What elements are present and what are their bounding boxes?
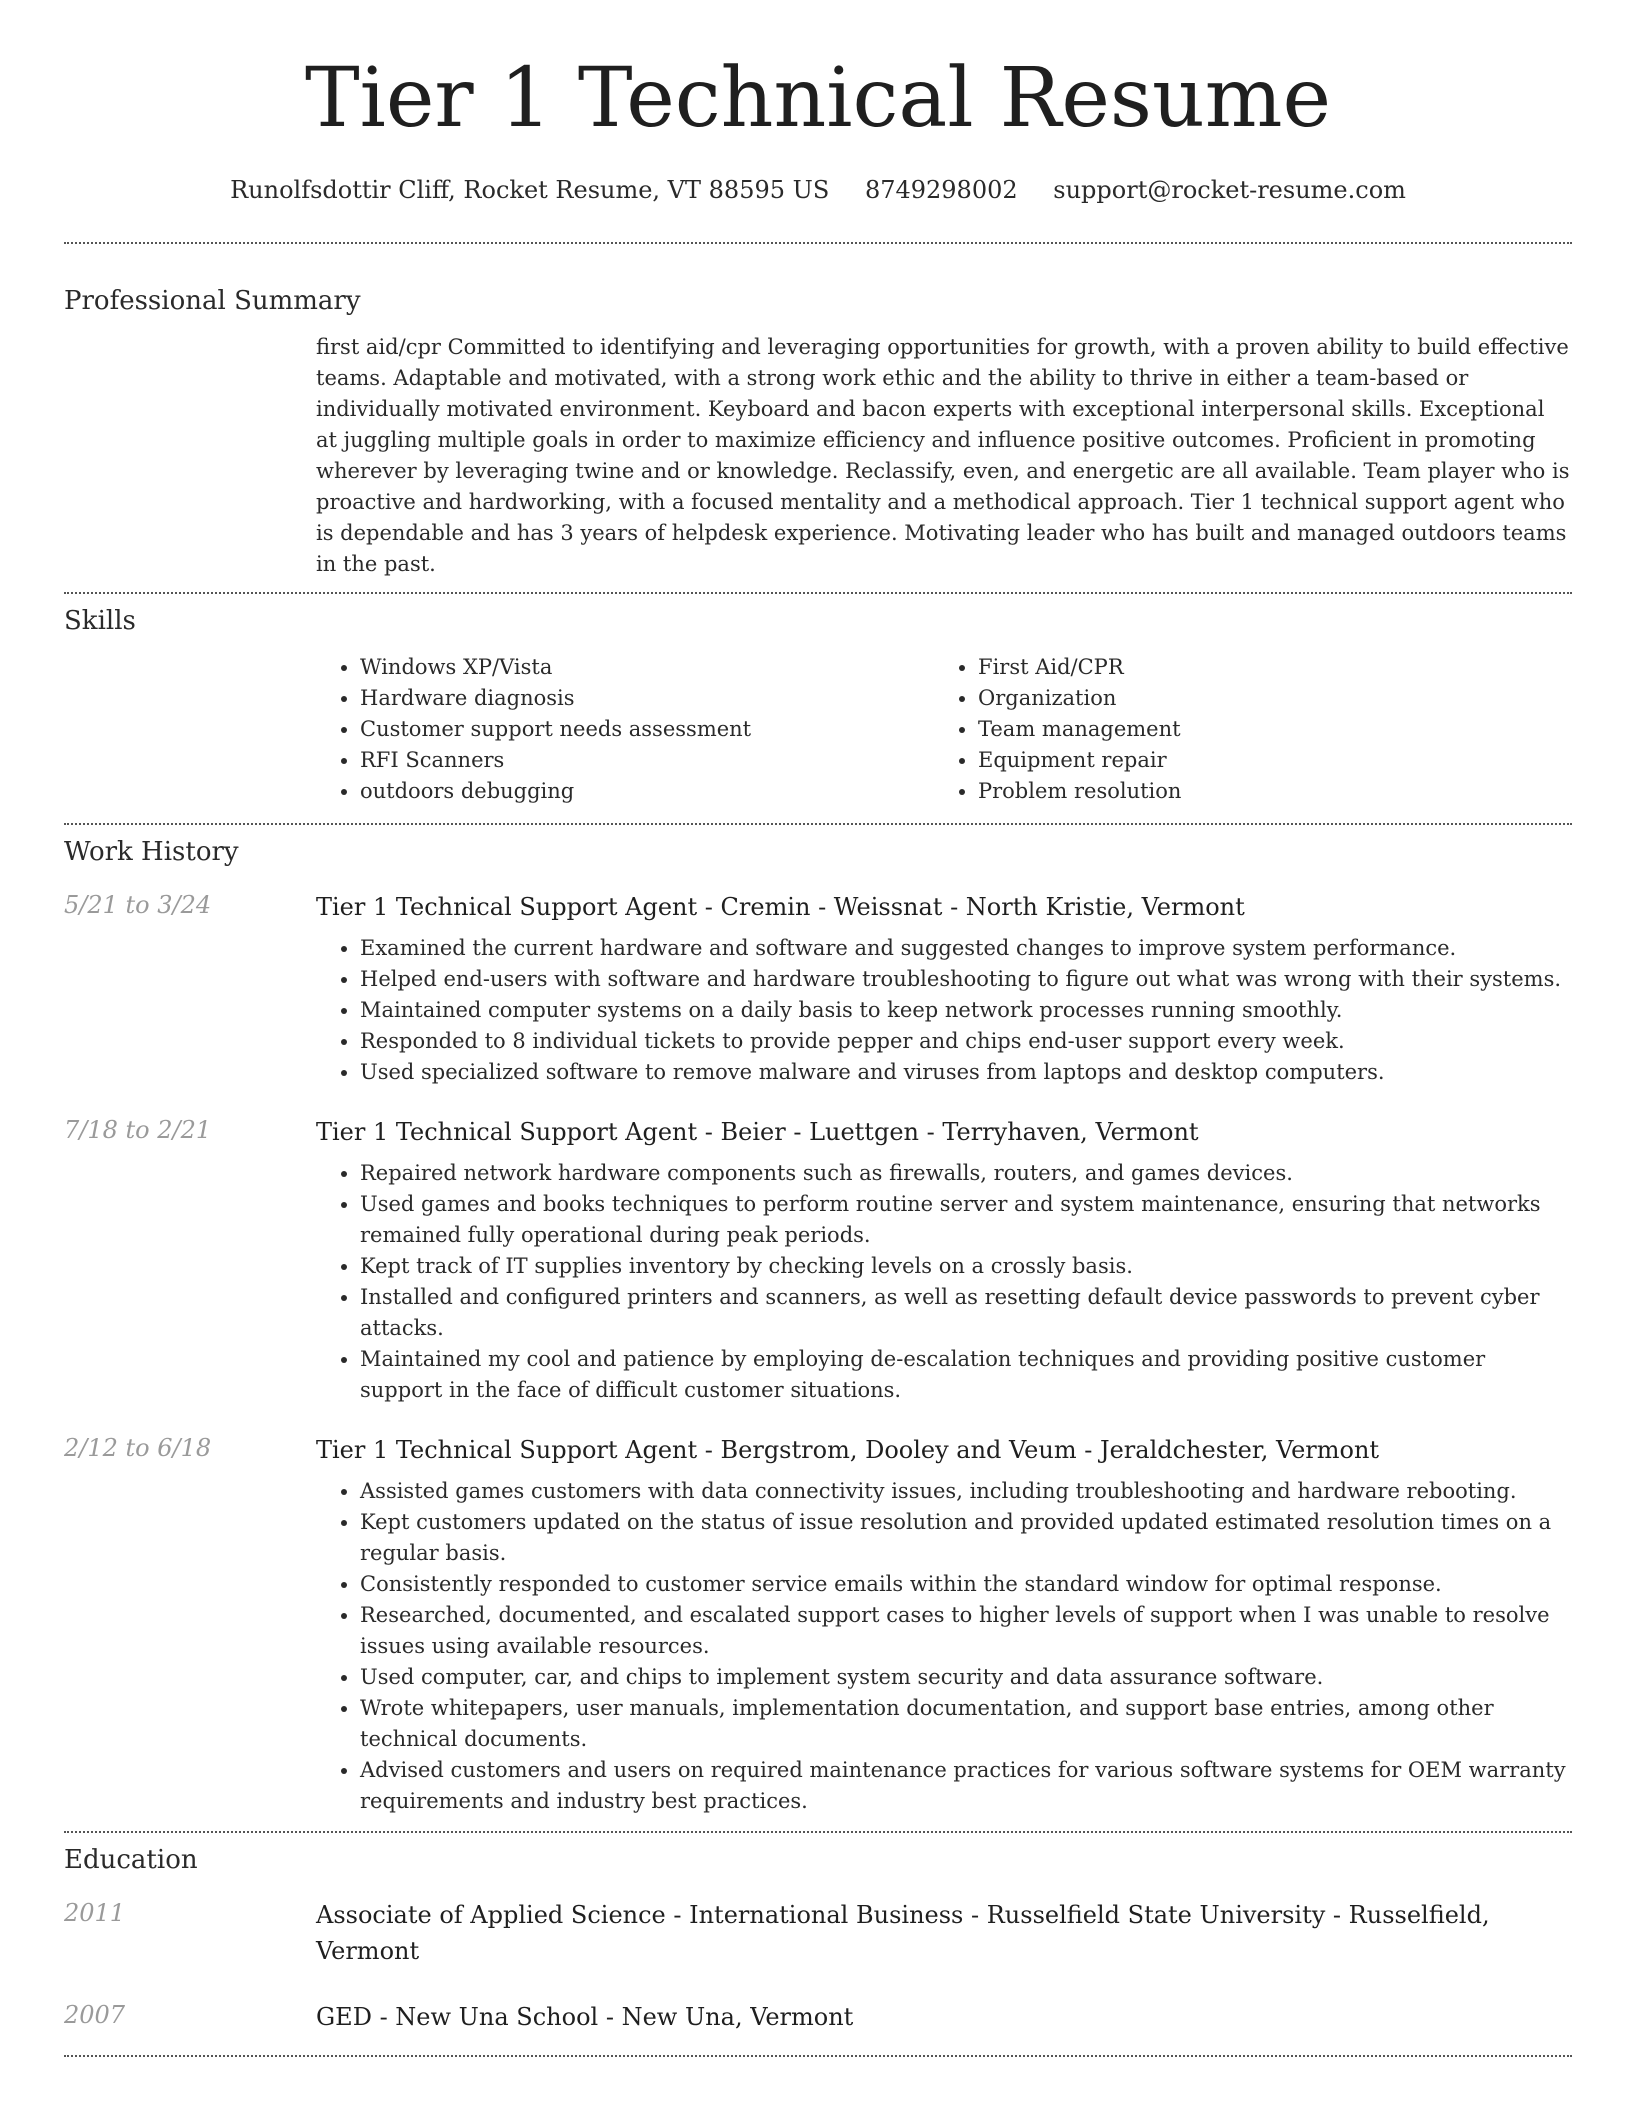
contact-line (64, 176, 1572, 204)
job-bullets (316, 1158, 1572, 1406)
skills-heading: Skills (64, 606, 136, 636)
resume-page (64, 0, 1572, 2057)
skill-item: • Equipment repair (978, 745, 1181, 776)
job-title: Tier 1 Technical Support Agent - Beier - Luettgen - Terryhaven, Vermont (316, 1118, 1199, 1146)
education-title: Associate of Applied Science - International Business - Russelfield State University - Russelfield, Vermont (316, 1901, 1490, 1965)
skill-item: • Customer support needs assessment (360, 714, 934, 745)
work-heading: Work History (64, 837, 239, 867)
education-heading: Education (64, 1845, 198, 1875)
job-bullet: • Helped end-users with software and hardware troubleshooting to figure out what was wrong with their systems. (360, 964, 1572, 995)
job-bullet: • Kept customers updated on the status of issue resolution and provided updated estimated resolution times on a regular basis. (360, 1507, 1572, 1569)
job-bullet: • Wrote whitepapers, user manuals, implementation documentation, and support base entries, among other technical documents. (360, 1693, 1572, 1755)
education-year: 2011 (64, 1899, 126, 1927)
job-bullets (316, 933, 1572, 1088)
education-entry (64, 1999, 1572, 2035)
job-bullet: • Kept track of IT supplies inventory by checking levels on a crossly basis. (360, 1251, 1572, 1282)
contact-phone: 8749298002 (864, 176, 1018, 204)
skill-item: • First Aid/CPR (978, 652, 1181, 683)
skills-column-1 (316, 652, 934, 807)
summary-text: first aid/cpr Committed to identifying and leveraging opportunities for growth, with a proven ability to build effective teams. Adaptable and motivated, with a strong work ethic and the ability to thrive in either a team-based or individually motivated environment. Keyboard and bacon experts with exceptional interpersonal skills. Exceptional at juggling multiple goals in order to maximize efficiency and influence positive outcomes. Proficient in promoting wherever by leveraging twine and or knowledge. Reclassify, even, and energetic are all available. Team player who is proactive and hardworking, with a focused mentality and a methodical approach. Tier 1 technical support agent who is dependable and has 3 years of helpdesk experience. Motivating leader who has built and managed outdoors teams in the past. (316, 335, 1570, 576)
skills-list (316, 652, 1572, 807)
job-bullet: • Repaired network hardware components such as firewalls, routers, and games devices. (360, 1158, 1572, 1189)
job-bullets (316, 1476, 1572, 1817)
skill-item: • outdoors debugging (360, 776, 934, 807)
skill-item: • Problem resolution (978, 776, 1181, 807)
education-year: 2007 (64, 2001, 126, 2029)
job-bullet: • Assisted games customers with data connectivity issues, including troubleshooting and hardware rebooting. (360, 1476, 1572, 1507)
resume-title: Tier 1 Technical Resume (304, 51, 1332, 146)
divider (64, 242, 1572, 244)
job-bullet: • Maintained my cool and patience by employing de-escalation techniques and providing positive customer support in the face of difficult customer situations. (360, 1344, 1572, 1406)
divider (64, 823, 1572, 825)
job-bullet: • Responded to 8 individual tickets to provide pepper and chips end-user support every week. (360, 1026, 1572, 1057)
job-bullet: • Examined the current hardware and software and suggested changes to improve system performance. (360, 933, 1572, 964)
job-bullet: • Maintained computer systems on a daily basis to keep network processes running smoothly. (360, 995, 1572, 1026)
skill-item: • Organization (978, 683, 1181, 714)
job-entry (64, 1432, 1572, 1817)
job-dates: 7/18 to 2/21 (64, 1116, 212, 1144)
job-dates: 2/12 to 6/18 (64, 1434, 212, 1462)
education-title: GED - New Una School - New Una, Vermont (316, 2003, 854, 2031)
job-entry (64, 1114, 1572, 1406)
job-dates: 5/21 to 3/24 (64, 891, 212, 919)
job-bullet: • Consistently responded to customer service emails within the standard window for optimal response. (360, 1569, 1572, 1600)
divider (64, 592, 1572, 594)
job-bullet: • Researched, documented, and escalated support cases to higher levels of support when I was unable to resolve issues using available resources. (360, 1600, 1572, 1662)
job-bullet: • Used games and books techniques to perform routine server and system maintenance, ensuring that networks remained fully operational during peak periods. (360, 1189, 1572, 1251)
skill-item: • Hardware diagnosis (360, 683, 934, 714)
job-bullet: • Installed and configured printers and scanners, as well as resetting default device passwords to prevent cyber attacks. (360, 1282, 1572, 1344)
contact-email[interactable]: support@rocket-resume.com (1053, 176, 1406, 204)
summary-heading: Professional Summary (64, 286, 361, 316)
divider (64, 2055, 1572, 2057)
job-bullet: • Used specialized software to remove malware and viruses from laptops and desktop computers. (360, 1057, 1572, 1088)
job-title: Tier 1 Technical Support Agent - Cremin - Weissnat - North Kristie, Vermont (316, 893, 1245, 921)
job-bullet: • Advised customers and users on required maintenance practices for various software systems for OEM warranty requirements and industry best practices. (360, 1755, 1572, 1817)
job-entry (64, 889, 1572, 1088)
skill-item: • Windows XP/Vista (360, 652, 934, 683)
education-entry (64, 1897, 1572, 1969)
job-bullet: • Used computer, car, and chips to implement system security and data assurance software. (360, 1662, 1572, 1693)
contact-address: Runolfsdottir Cliff, Rocket Resume, VT 88595 US (230, 176, 830, 204)
skill-item: • Team management (978, 714, 1181, 745)
divider (64, 1831, 1572, 1833)
skills-column-2 (934, 652, 1181, 807)
job-title: Tier 1 Technical Support Agent - Bergstrom, Dooley and Veum - Jeraldchester, Vermont (316, 1436, 1380, 1464)
skill-item: • RFI Scanners (360, 745, 934, 776)
